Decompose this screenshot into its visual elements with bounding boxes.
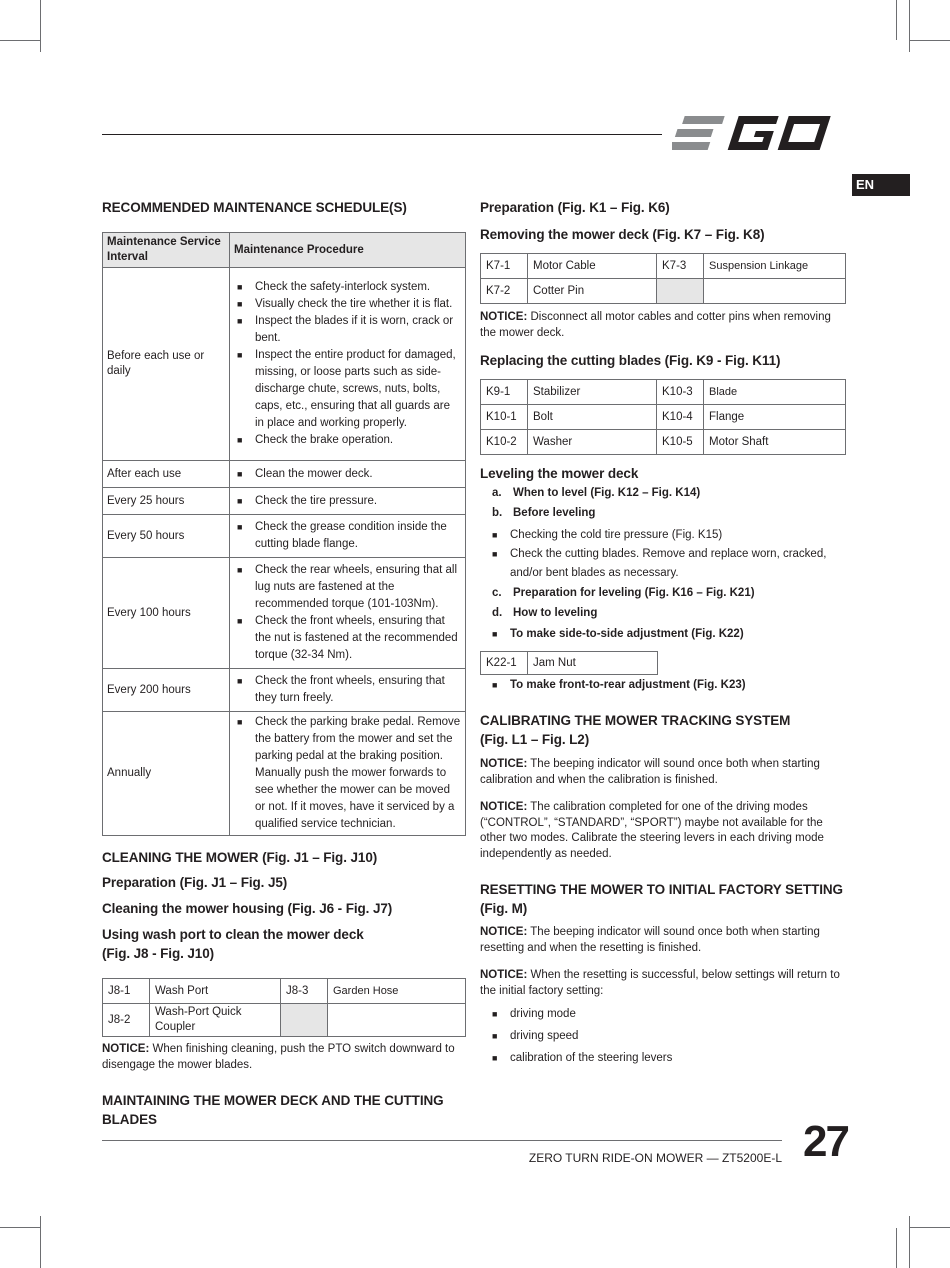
maintenance-interval: After each use (103, 461, 230, 488)
part-code: K10-1 (481, 405, 528, 430)
step-text: When to level (Fig. K12 – Fig. K14) (513, 487, 701, 499)
calibrate-title: CALIBRATING THE MOWER TRACKING SYSTEM (480, 713, 791, 728)
washport-title-figs: (Fig. J8 - Fig. J10) (102, 946, 215, 961)
list-item: ■ Check the parking brake pedal. Remove the battery from the mower and set the parking pedal at the braking position. Manually push the mower forwards to see whether the mower can be moved or not. If it moves, have it serviced by a qualified service technician. (235, 714, 461, 833)
ego-logo (672, 112, 844, 154)
maintenance-interval: Every 100 hours (103, 558, 230, 669)
reset-settings-list (490, 1003, 846, 1069)
remove-deck-title: Removing the mower deck (Fig. K7 – Fig. K8) (480, 227, 765, 242)
notice-label: NOTICE: (480, 311, 528, 323)
procedure-list (235, 493, 461, 510)
notice-text: When the resetting is successful, below settings will return to the initial factory setting: (480, 969, 840, 997)
notice-label: NOTICE: (480, 969, 528, 981)
maintenance-interval: Every 25 hours (103, 488, 230, 515)
part-name: Bolt (528, 405, 657, 430)
notice-calibration-1 (480, 757, 846, 788)
list-item: ■ Inspect the entire product for damaged, missing, or loose parts such as side-discharge chute, screws, nuts, bolts, caps, etc., ensuring that all guards are in place and working properly. (235, 347, 461, 432)
procedure-list (235, 466, 461, 483)
replace-blades-title: Replacing the cutting blades (Fig. K9 - Fig. K11) (480, 353, 781, 368)
leveling-step-a (480, 483, 846, 503)
list-item: ■ To make side-to-side adjustment (Fig. K22) (490, 623, 846, 645)
notice-label: NOTICE: (480, 926, 528, 938)
step-letter: d. (492, 607, 503, 619)
part-name: Jam Nut (528, 652, 658, 675)
maintain-title: MAINTAINING THE MOWER DECK AND THE CUTTING BLADES (102, 1093, 444, 1127)
schedule-title: RECOMMENDED MAINTENANCE SCHEDULE(S) (102, 200, 407, 215)
notice-text: The beeping indicator will sound once both when starting calibration and when the calibration is finished. (480, 758, 820, 786)
list-item: ■ Check the safety-interlock system. (235, 279, 461, 296)
step-text: Before leveling (513, 507, 596, 519)
table-row (481, 380, 846, 405)
procedure-list (235, 673, 461, 707)
notice-text: The beeping indicator will sound once both when starting resetting and when the resetting is finished. (480, 926, 820, 954)
crop-mark (909, 1216, 910, 1268)
side-adjust-list (490, 623, 846, 645)
list-item: ■ Check the grease condition inside the cutting blade flange. (235, 519, 461, 553)
part-name: Wash-Port Quick Coupler (150, 1004, 281, 1037)
empty-cell (281, 1004, 328, 1037)
k22-parts-table (480, 651, 658, 675)
list-item: ■ Check the tire pressure. (235, 493, 461, 510)
part-name: Garden Hose (328, 979, 466, 1004)
part-code: K22-1 (481, 652, 528, 675)
table-header-row (103, 233, 466, 268)
notice-text: When finishing cleaning, push the PTO switch downward to disengage the mower blades. (102, 1043, 455, 1071)
notice-j8 (102, 1042, 466, 1073)
crop-mark (896, 1228, 897, 1268)
notice-k7 (480, 310, 846, 341)
leveling-step-b (480, 503, 846, 523)
maintenance-procedure (230, 669, 466, 712)
table-row (481, 279, 846, 304)
table-row (103, 558, 466, 669)
list-item: ■ Clean the mower deck. (235, 466, 461, 483)
j8-parts-table (102, 978, 466, 1037)
leveling-step-c (480, 583, 846, 603)
notice-text: Disconnect all motor cables and cotter pins when removing the mower deck. (480, 311, 831, 339)
part-name: Stabilizer (528, 380, 657, 405)
list-item: ■ driving mode (490, 1003, 846, 1025)
crop-mark (40, 0, 41, 52)
procedure-list (235, 714, 461, 833)
maintenance-interval: Every 50 hours (103, 515, 230, 558)
step-letter: c. (492, 587, 502, 599)
prep-k-title: Preparation (Fig. K1 – Fig. K6) (480, 200, 670, 215)
part-name: Flange (704, 405, 846, 430)
notice-calibration-2 (480, 800, 846, 862)
maintenance-procedure (230, 558, 466, 669)
k9-parts-table (480, 379, 846, 455)
leveling-step-d (480, 603, 846, 623)
table-row (103, 712, 466, 836)
part-name: Motor Shaft (704, 430, 846, 455)
list-item: ■ Check the cutting blades. Remove and replace worn, cracked, and/or bent blades as necessary. (490, 545, 846, 583)
notice-label: NOTICE: (480, 758, 528, 770)
part-code: K10-5 (657, 430, 704, 455)
empty-cell (704, 279, 846, 304)
procedure-list (235, 279, 461, 449)
part-name: Wash Port (150, 979, 281, 1004)
right-column (480, 198, 846, 1069)
maintenance-procedure (230, 268, 466, 461)
part-name: Cotter Pin (528, 279, 657, 304)
table-row (103, 488, 466, 515)
part-code: J8-3 (281, 979, 328, 1004)
table-row (481, 405, 846, 430)
table-row (481, 430, 846, 455)
crop-mark (896, 0, 897, 40)
step-letter: a. (492, 487, 502, 499)
maintenance-procedure (230, 461, 466, 488)
list-item: ■ Inspect the blades if it is worn, crack or bent. (235, 313, 461, 347)
maintenance-interval: Every 200 hours (103, 669, 230, 712)
language-tab: EN (852, 174, 910, 196)
notice-reset-1 (480, 925, 846, 956)
crop-mark (909, 0, 910, 52)
table-row (103, 979, 466, 1004)
crop-mark (0, 1227, 40, 1228)
notice-label: NOTICE: (480, 801, 528, 813)
housing-title: Cleaning the mower housing (Fig. J6 - Fig. J7) (102, 901, 393, 916)
part-name: Blade (704, 380, 846, 405)
footer-rule (102, 1140, 782, 1141)
part-code: K9-1 (481, 380, 528, 405)
list-item: ■ Check the rear wheels, ensuring that all lug nuts are fastened at the recommended torque (101-103Nm). (235, 562, 461, 613)
part-code: K7-3 (657, 254, 704, 279)
list-item: ■ Check the front wheels, ensuring that the nut is fastened at the recommended torque (32-34 Nm). (235, 613, 461, 664)
table-row (481, 652, 658, 675)
cleaning-title: CLEANING THE MOWER (Fig. J1 – Fig. J10) (102, 850, 378, 865)
table-row (103, 669, 466, 712)
list-item: ■ Check the front wheels, ensuring that they turn freely. (235, 673, 461, 707)
procedure-list (235, 562, 461, 664)
crop-mark (0, 40, 40, 41)
reset-title: RESETTING THE MOWER TO INITIAL FACTORY SETTING (480, 882, 843, 897)
part-code: K10-2 (481, 430, 528, 455)
part-name: Motor Cable (528, 254, 657, 279)
notice-label: NOTICE: (102, 1043, 150, 1055)
maintenance-procedure (230, 515, 466, 558)
maintenance-schedule-table (102, 232, 466, 836)
footer-product: ZERO TURN RIDE-ON MOWER — ZT5200E-L (528, 1151, 782, 1165)
list-item: ■ To make front-to-rear adjustment (Fig. K23) (490, 675, 846, 695)
front-adjust-list (490, 675, 846, 695)
part-code: J8-2 (103, 1004, 150, 1037)
step-text: Preparation for leveling (Fig. K16 – Fig. K21) (513, 587, 755, 599)
part-code: K10-3 (657, 380, 704, 405)
crop-mark (910, 1227, 950, 1228)
calibrate-title-figs: (Fig. L1 – Fig. L2) (480, 732, 590, 747)
list-item: ■ calibration of the steering levers (490, 1047, 846, 1069)
part-code: K7-2 (481, 279, 528, 304)
washport-title: Using wash port to clean the mower deck (102, 927, 364, 942)
crop-mark (40, 1216, 41, 1268)
table-row (103, 1004, 466, 1037)
crop-mark (910, 40, 950, 41)
list-item: ■ driving speed (490, 1025, 846, 1047)
header-rule (102, 134, 662, 135)
prep-title: Preparation (Fig. J1 – Fig. J5) (102, 875, 288, 890)
empty-cell (328, 1004, 466, 1037)
table-row (481, 254, 846, 279)
notice-reset-2 (480, 968, 846, 999)
part-code: K10-4 (657, 405, 704, 430)
step-letter: b. (492, 507, 503, 519)
k7-parts-table (480, 253, 846, 304)
table-row (103, 268, 466, 461)
step-text: How to leveling (513, 607, 598, 619)
table-row (103, 515, 466, 558)
list-item: ■ Visually check the tire whether it is flat. (235, 296, 461, 313)
list-item: ■ Checking the cold tire pressure (Fig. K15) (490, 525, 846, 545)
left-column (102, 198, 466, 1129)
part-name: Washer (528, 430, 657, 455)
table-header: Maintenance Procedure (230, 233, 466, 268)
table-header: Maintenance Service Interval (103, 233, 230, 268)
procedure-list (235, 519, 461, 553)
table-row (103, 461, 466, 488)
maintenance-procedure (230, 712, 466, 836)
notice-text: The calibration completed for one of the driving modes (“CONTROL”, “STANDARD”, “SPORT”) maybe not available for the other two modes. Calibrate the steering levers in each driving mode independently as needed. (480, 801, 824, 860)
leveling-title: Leveling the mower deck (480, 466, 639, 481)
maintenance-interval: Before each use or daily (103, 268, 230, 461)
reset-title-figs: (Fig. M) (480, 901, 528, 916)
part-code: J8-1 (103, 979, 150, 1004)
before-leveling-list (490, 525, 846, 583)
empty-cell (657, 279, 704, 304)
maintenance-interval: Annually (103, 712, 230, 836)
page-number: 27 (803, 1117, 848, 1166)
maintenance-procedure (230, 488, 466, 515)
part-code: K7-1 (481, 254, 528, 279)
part-name: Suspension Linkage (704, 254, 846, 279)
list-item: ■ Check the brake operation. (235, 432, 461, 449)
